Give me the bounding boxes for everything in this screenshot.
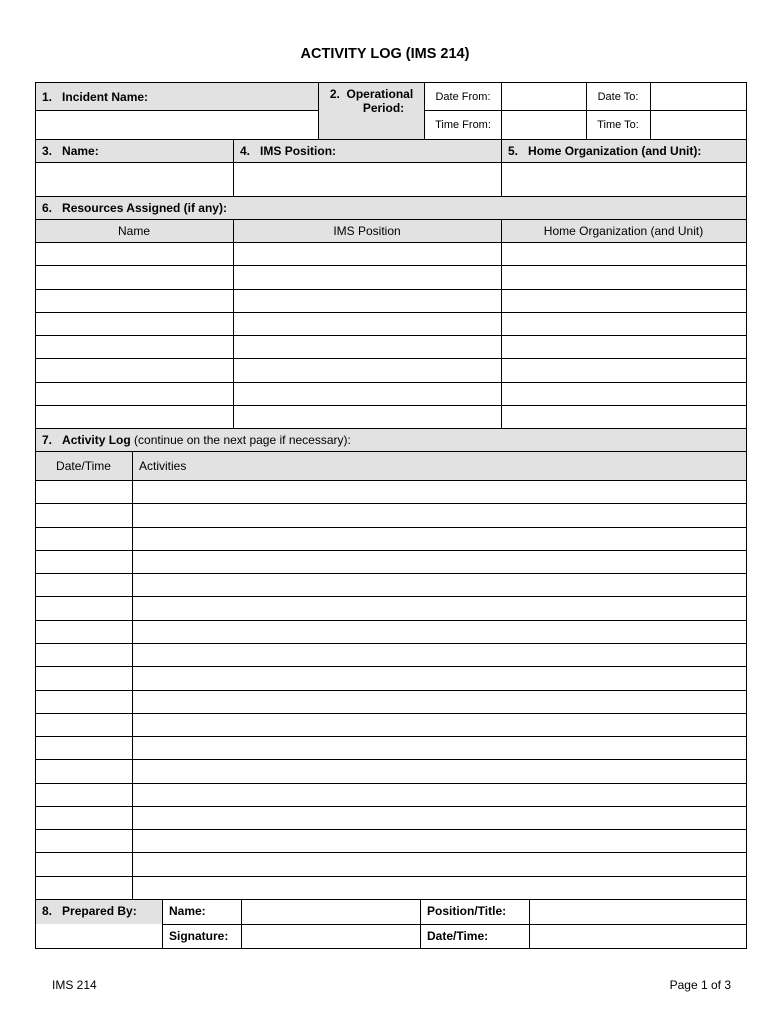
- grid-line: [35, 451, 746, 452]
- prepared-by-label: 8. Prepared By:: [42, 904, 137, 918]
- activity-description-cell[interactable]: [133, 760, 746, 782]
- activity-description-cell[interactable]: [133, 644, 746, 666]
- activity-description-cell[interactable]: [133, 784, 746, 806]
- activity-description-cell[interactable]: [133, 807, 746, 829]
- signature-label: Signature:: [169, 929, 229, 943]
- activity-log-form: [35, 82, 746, 948]
- grid-line: [746, 899, 747, 900]
- grid-line: [35, 428, 746, 429]
- home-organization-input[interactable]: [502, 163, 746, 196]
- resource-name-cell[interactable]: [36, 266, 233, 288]
- signature-input[interactable]: [242, 925, 420, 948]
- activity-datetime-cell[interactable]: [36, 574, 132, 596]
- date-from-input[interactable]: [502, 83, 586, 110]
- incident-name-label: 1. Incident Name:: [42, 90, 149, 104]
- activity-description-cell[interactable]: [133, 667, 746, 689]
- activity-datetime-cell[interactable]: [36, 621, 132, 643]
- activity-datetime-cell[interactable]: [36, 597, 132, 619]
- grid-line: [35, 196, 746, 197]
- date-from-label: Date From:: [435, 91, 491, 103]
- activity-description-cell[interactable]: [133, 691, 746, 713]
- resource-ims-position-cell[interactable]: [234, 336, 501, 358]
- resource-home-org-cell[interactable]: [502, 243, 746, 265]
- activity-description-cell[interactable]: [133, 830, 746, 852]
- resources-col-home-org: Home Organization (and Unit): [543, 224, 704, 238]
- activity-datetime-cell[interactable]: [36, 644, 132, 666]
- name-label: 3. Name:: [42, 144, 99, 158]
- activity-col-activities: Activities: [139, 459, 187, 473]
- grid-line: [746, 899, 747, 948]
- resources-assigned-label: 6. Resources Assigned (if any):: [42, 201, 227, 215]
- grid-line: [746, 82, 747, 899]
- time-to-label: Time To:: [597, 119, 639, 131]
- resource-ims-position-cell[interactable]: [234, 290, 501, 312]
- grid-line: [35, 219, 746, 220]
- resource-home-org-cell[interactable]: [502, 313, 746, 335]
- footer-form-id: IMS 214: [52, 978, 97, 992]
- resource-ims-position-cell[interactable]: [234, 406, 501, 428]
- footer-page-number: Page 1 of 3: [669, 978, 731, 992]
- resource-home-org-cell[interactable]: [502, 266, 746, 288]
- home-organization-label: 5. Home Organization (and Unit):: [508, 144, 702, 158]
- resource-home-org-cell[interactable]: [502, 359, 746, 381]
- activity-description-cell[interactable]: [133, 853, 746, 875]
- resource-name-cell[interactable]: [36, 290, 233, 312]
- activity-description-cell[interactable]: [133, 574, 746, 596]
- time-from-label: Time From:: [435, 119, 491, 131]
- grid-line: [162, 899, 163, 948]
- resource-ims-position-cell[interactable]: [234, 313, 501, 335]
- resource-ims-position-cell[interactable]: [234, 266, 501, 288]
- activity-datetime-cell[interactable]: [36, 667, 132, 689]
- date-time-input[interactable]: [530, 925, 746, 948]
- activity-datetime-cell[interactable]: [36, 714, 132, 736]
- activity-datetime-cell[interactable]: [36, 481, 132, 503]
- form-title: ACTIVITY LOG (IMS 214): [300, 46, 470, 62]
- activity-description-cell[interactable]: [133, 597, 746, 619]
- activity-datetime-cell[interactable]: [36, 877, 132, 899]
- resource-name-cell[interactable]: [36, 336, 233, 358]
- grid-line: [420, 899, 421, 948]
- time-to-input[interactable]: [651, 111, 746, 139]
- activity-description-cell[interactable]: [133, 737, 746, 759]
- operational-period-label-2: Period:: [362, 101, 405, 115]
- activity-description-cell[interactable]: [133, 504, 746, 526]
- operational-period-label: 2. Operational: [329, 87, 414, 101]
- date-to-input[interactable]: [651, 83, 746, 110]
- activity-description-cell[interactable]: [133, 714, 746, 736]
- activity-datetime-cell[interactable]: [36, 528, 132, 550]
- activity-col-datetime: Date/Time: [56, 459, 111, 473]
- position-title-label: Position/Title:: [427, 904, 507, 918]
- resource-ims-position-cell[interactable]: [234, 243, 501, 265]
- activity-datetime-cell[interactable]: [36, 737, 132, 759]
- activity-datetime-cell[interactable]: [36, 830, 132, 852]
- activity-description-cell[interactable]: [133, 481, 746, 503]
- resource-home-org-cell[interactable]: [502, 290, 746, 312]
- name-input[interactable]: [36, 163, 233, 196]
- activity-datetime-cell[interactable]: [36, 691, 132, 713]
- activity-datetime-cell[interactable]: [36, 784, 132, 806]
- date-time-label: Date/Time:: [427, 929, 489, 943]
- ims-position-input[interactable]: [234, 163, 501, 196]
- activity-datetime-cell[interactable]: [36, 504, 132, 526]
- incident-name-input[interactable]: [36, 111, 318, 139]
- ims-position-label: 4. IMS Position:: [240, 144, 337, 158]
- activity-datetime-cell[interactable]: [36, 760, 132, 782]
- resource-name-cell[interactable]: [36, 383, 233, 405]
- activity-description-cell[interactable]: [133, 551, 746, 573]
- prepared-name-label: Name:: [169, 904, 206, 918]
- activity-datetime-cell[interactable]: [36, 551, 132, 573]
- resource-ims-position-cell[interactable]: [234, 359, 501, 381]
- prepared-name-input[interactable]: [242, 900, 420, 924]
- activity-log-label: 7. Activity Log (continue on the next page if necessary):: [42, 433, 351, 447]
- resource-ims-position-cell[interactable]: [234, 383, 501, 405]
- date-to-label: Date To:: [597, 91, 639, 103]
- activity-description-cell[interactable]: [133, 621, 746, 643]
- resource-home-org-cell[interactable]: [502, 336, 746, 358]
- resource-home-org-cell[interactable]: [502, 383, 746, 405]
- activity-description-cell[interactable]: [133, 528, 746, 550]
- resource-name-cell[interactable]: [36, 243, 233, 265]
- grid-line: [35, 139, 746, 140]
- grid-line: [35, 82, 746, 83]
- time-from-input[interactable]: [502, 111, 586, 139]
- activity-datetime-cell[interactable]: [36, 853, 132, 875]
- resources-col-name: Name: [117, 224, 150, 238]
- resource-home-org-cell[interactable]: [502, 406, 746, 428]
- activity-datetime-cell[interactable]: [36, 807, 132, 829]
- resource-name-cell[interactable]: [36, 313, 233, 335]
- position-title-input[interactable]: [530, 900, 746, 924]
- resource-name-cell[interactable]: [36, 359, 233, 381]
- resources-col-ims-position: IMS Position: [333, 224, 401, 238]
- grid-line: [35, 948, 747, 949]
- activity-description-cell[interactable]: [133, 877, 746, 899]
- resource-name-cell[interactable]: [36, 406, 233, 428]
